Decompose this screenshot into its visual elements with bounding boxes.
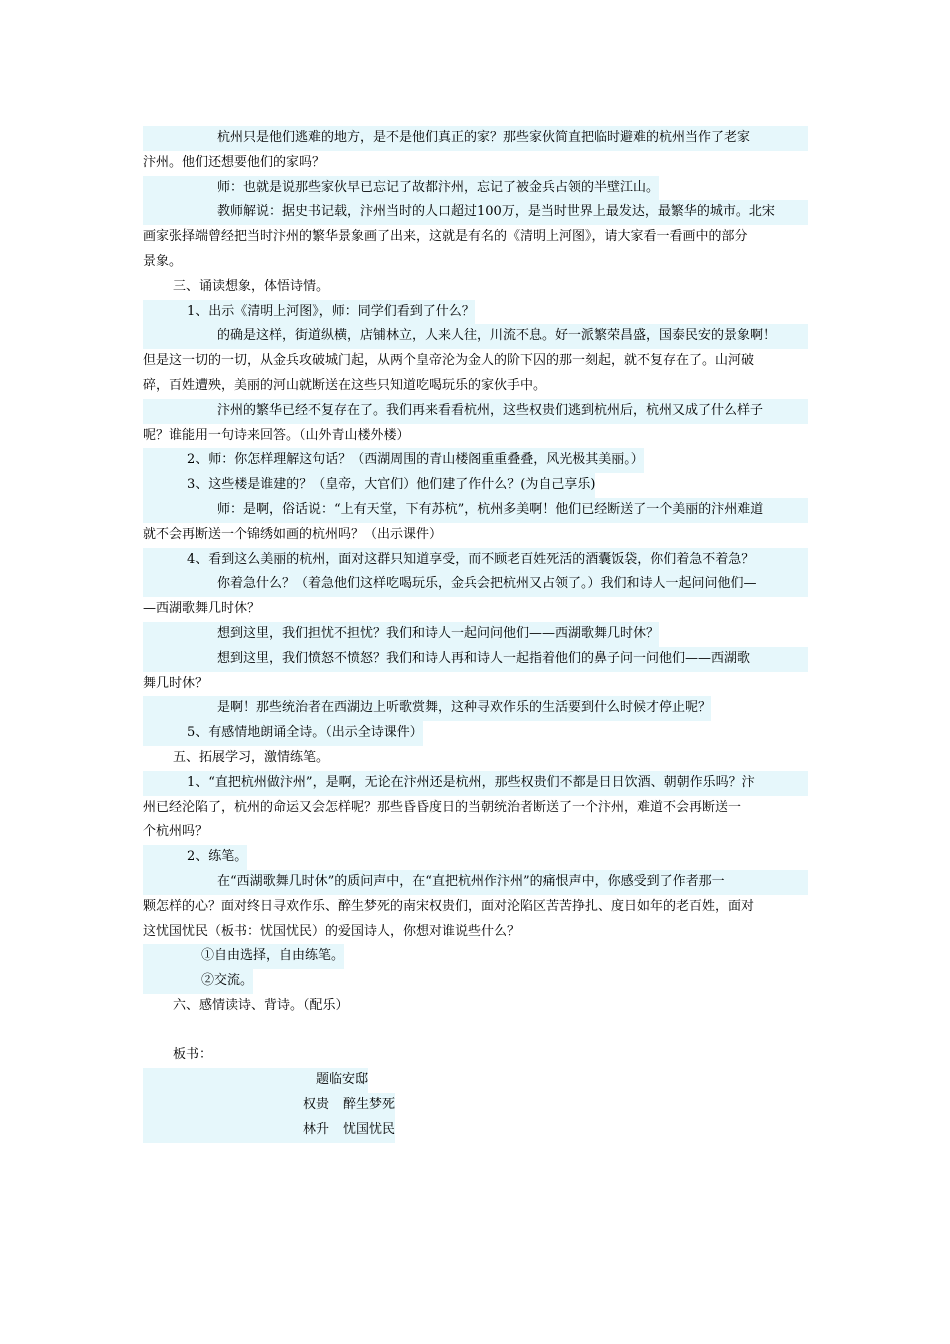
board-label xyxy=(143,1043,808,1068)
paragraph-line xyxy=(143,498,808,523)
text: 1、“直把杭州做汴州”，是啊，无论在汴州还是杭州，那些权贵们不都是日日饮酒、朝朝作乐吗？汴 xyxy=(187,774,755,790)
text: 5、有感情地朗诵全诗。（出示全诗课件） xyxy=(187,725,423,741)
text: 想到这里，我们愤怒不愤怒？我们和诗人再和诗人一起指着他们的鼻子问一问他们——西湖歌 xyxy=(217,650,751,666)
text: 4、看到这么美丽的杭州，面对这群只知道享受，而不顾老百姓死活的酒囊饭袋，你们着急不着急？ xyxy=(187,551,755,567)
paragraph-line xyxy=(143,870,808,895)
numbered-item xyxy=(143,845,247,870)
text: 1、出示《清明上河图》，师：同学们看到了什么？ xyxy=(187,303,475,319)
text: 2、师：你怎样理解这句话？（西湖周围的青山楼阁重重叠叠，风光极其美丽。） xyxy=(187,452,644,468)
document-page xyxy=(143,126,808,1143)
text: 题临安邸 xyxy=(316,1072,369,1088)
paragraph-line xyxy=(143,597,808,622)
numbered-item xyxy=(143,548,808,573)
text: 这忧国忧民（板书：忧国忧民）的爱国诗人，你想对谁说些什么？ xyxy=(143,923,521,939)
paragraph-line xyxy=(143,176,659,201)
paragraph-line xyxy=(143,572,808,597)
board-value: 醉生梦死 xyxy=(343,1097,396,1113)
paragraph-line xyxy=(143,225,808,250)
section-heading xyxy=(143,746,808,771)
paragraph-line xyxy=(143,399,808,424)
text: 想到这里，我们担忧不担忧？我们和诗人一起问问他们——西湖歌舞几时休？ xyxy=(217,625,660,641)
text: 就不会再断送一个锦绣如画的杭州吗？（出示课件） xyxy=(143,526,443,542)
text: 州已经沦陷了，杭州的命运又会怎样呢？那些昏昏度日的当朝统治者断送了一个汴州，难道不会再断送一 xyxy=(143,799,742,815)
spacer xyxy=(143,1019,808,1044)
text: 汴州。他们还想要他们的家吗？ xyxy=(143,154,326,170)
text: —西湖歌舞几时休？ xyxy=(143,601,261,617)
paragraph-line xyxy=(143,250,808,275)
text: 杭州只是他们逃难的地方，是不是他们真正的家？那些家伙简直把临时避难的杭州当作了老家 xyxy=(217,130,751,145)
text: ②交流。 xyxy=(201,973,254,989)
paragraph-line xyxy=(143,895,808,920)
text: 板书： xyxy=(173,1047,213,1063)
numbered-item xyxy=(143,300,475,325)
paragraph-line xyxy=(143,374,808,399)
numbered-item xyxy=(143,448,644,473)
numbered-item xyxy=(143,721,423,746)
paragraph-line xyxy=(143,151,808,176)
numbered-item xyxy=(143,771,808,796)
paragraph-line xyxy=(143,324,808,349)
paragraph-line xyxy=(143,796,808,821)
text: 教师解说：据史书记载，汴州当时的人口超过100万，是当时世界上最发达，最繁华的城市。北宋 xyxy=(217,204,775,220)
paragraph-line xyxy=(143,647,808,672)
text: 三、诵读想象，体悟诗情。 xyxy=(173,278,330,294)
text: 景象。 xyxy=(143,253,183,269)
text: 颗怎样的心？面对终日寻欢作乐、醉生梦死的南宋权贵们，面对沦陷区苦苦挣扎、度日如年的老百姓，面对 xyxy=(143,898,755,914)
text: 你着急什么？（着急他们这样吃喝玩乐，金兵会把杭州又占领了。）我们和诗人一起问问他们— xyxy=(217,576,757,592)
text: 的确是这样，街道纵横，店铺林立，人来人往，川流不息。好一派繁荣昌盛，国泰民安的景象啊！ xyxy=(217,328,777,344)
text: 碎，百姓遭殃，美丽的河山就断送在这些只知道吃喝玩乐的家伙手中。 xyxy=(143,377,547,393)
text: 在“西湖歌舞几时休”的质问声中，在“直把杭州作汴州”的痛恨声中，你感受到了作者那一 xyxy=(217,873,725,889)
paragraph-line xyxy=(143,622,659,647)
section-heading xyxy=(143,994,808,1019)
paragraph-line xyxy=(143,696,711,721)
paragraph-line xyxy=(143,200,808,225)
paragraph-line xyxy=(143,920,808,945)
text: 呢？谁能用一句诗来回答。（山外青山楼外楼） xyxy=(143,427,410,443)
paragraph-line xyxy=(143,424,808,449)
paragraph-line xyxy=(143,523,808,548)
board-row xyxy=(143,1118,395,1143)
text: 是啊！那些统治者在西湖边上听歌赏舞，这种寻欢作乐的生活要到什么时候才停止呢？ xyxy=(217,700,712,716)
paragraph-line xyxy=(143,349,808,374)
sub-item xyxy=(143,969,253,994)
numbered-item xyxy=(143,473,595,498)
text: 2、练笔。 xyxy=(187,849,248,865)
text: ①自由选择，自由练笔。 xyxy=(201,948,345,964)
paragraph-line xyxy=(143,820,808,845)
paragraph-line xyxy=(143,672,808,697)
text: 师：也就是说那些家伙早已忘记了故都汴州，忘记了被金兵占领的半壁江山。 xyxy=(217,179,660,195)
board-value: 忧国忧民 xyxy=(343,1121,396,1137)
text: 舞几时休？ xyxy=(143,675,209,691)
board-key: 林升 xyxy=(303,1121,330,1137)
text: 六、感情读诗、背诗。（配乐） xyxy=(173,997,349,1013)
section-heading xyxy=(143,275,808,300)
board-title xyxy=(143,1068,368,1093)
board-key: 权贵 xyxy=(303,1097,330,1113)
board-row xyxy=(143,1093,395,1118)
text: 3、这些楼是谁建的？（皇帝，大官们）他们建了作什么？(为自己享乐) xyxy=(187,477,596,493)
text: 个杭州吗？ xyxy=(143,824,209,840)
text: 五、拓展学习，激情练笔。 xyxy=(173,749,330,765)
text: 但是这一切的一切，从金兵攻破城门起，从两个皇帝沦为金人的阶下囚的那一刻起，就不复存在了。山河破 xyxy=(143,353,755,369)
sub-item xyxy=(143,944,344,969)
paragraph-line xyxy=(143,126,808,151)
text: 师：是啊，俗话说：“上有天堂，下有苏杭”，杭州多美啊！他们已经断送了一个美丽的汴州难道 xyxy=(217,501,764,517)
text: 画家张择端曾经把当时汴州的繁华景象画了出来，这就是有名的《清明上河图》，请大家看一看画中的部分 xyxy=(143,229,748,245)
text: 汴州的繁华已经不复存在了。我们再来看看杭州，这些权贵们逃到杭州后，杭州又成了什么样子 xyxy=(217,402,764,418)
